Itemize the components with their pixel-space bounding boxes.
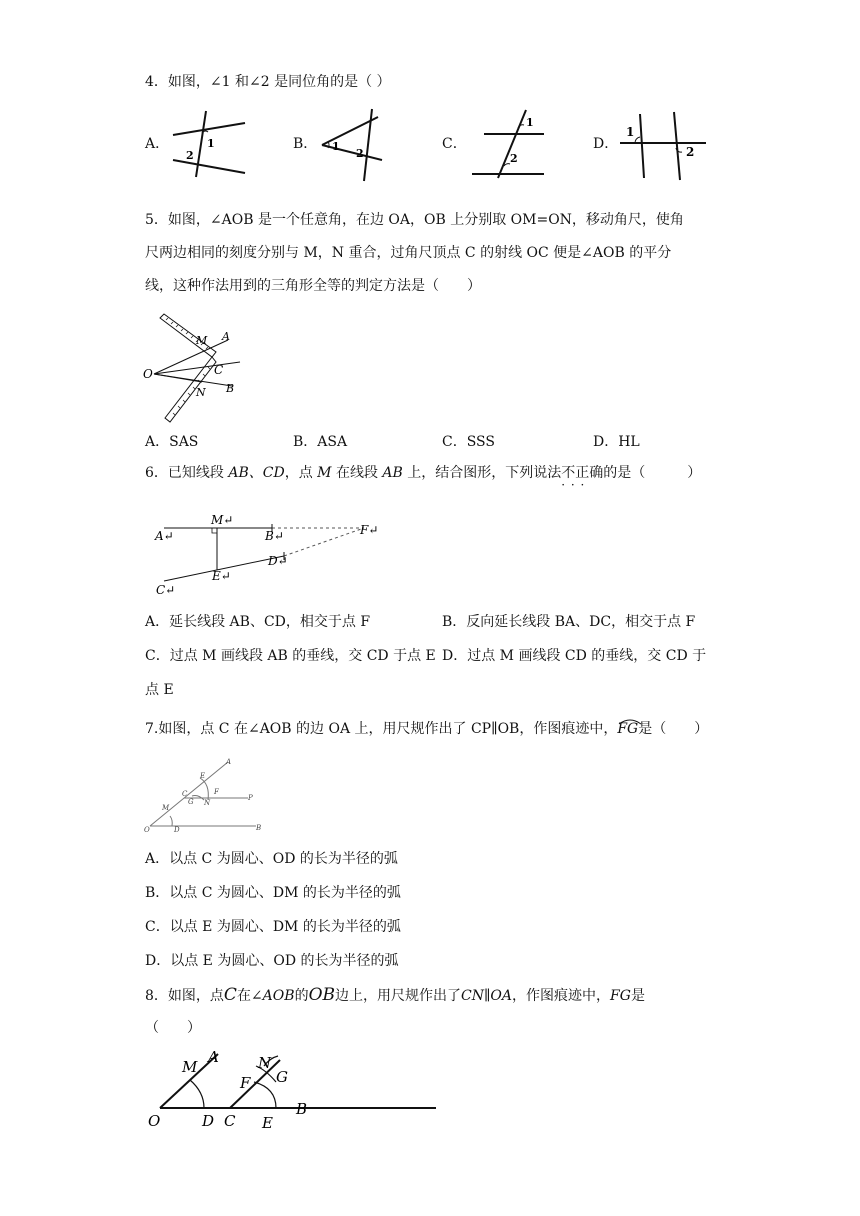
q5-label-M: M [196,334,208,347]
q4a-label-1: 1 [207,137,215,150]
q7-option-d: D．以点 E 为圆心、OD 的长为半径的弧 [145,953,399,969]
q4-figure-b [316,105,386,183]
q6-label-M: M↵ [211,513,234,527]
q8-label-M: M [182,1058,198,1076]
q8-label-D: D [202,1112,215,1130]
q4-figure-c [468,106,548,184]
q4a-label-2: 2 [186,149,194,162]
q7-label-A: A [226,758,232,766]
q6-label-E: E↵ [212,569,231,583]
q7-label-F: F [214,788,219,796]
q6-label-F: F↵ [360,523,379,537]
q7-figure [142,756,267,836]
q5-option-d: D．HL [593,434,640,450]
q4-stem: 4．如图，∠1 和∠2 是同位角的是（ ） [145,74,391,90]
q5-line-3: 线，这种作法用到的三角形全等的判定方法是（ ） [145,278,481,294]
q8-label-F: F [240,1074,251,1092]
q5-label-O: O [143,367,153,381]
q6-option-c: C．过点 M 画线段 AB 的垂线，交 CD 于点 E [145,648,436,664]
q7-label-E: E [200,772,206,780]
q5-figure [140,312,250,424]
q6-stem: 6．已知线段 AB、CD，点 M 在线段 AB 上，结合图形，下列说法不正确 · · ·的是（ ） [145,463,701,483]
q6-label-D: D↵ [268,554,288,568]
q8-label-B: B [296,1100,308,1118]
q6-option-d-cont: 点 E [145,682,174,698]
q7-option-a: A．以点 C 为圆心、OD 的长为半径的弧 [145,851,398,867]
q6-label-C: C↵ [156,583,176,597]
q4-option-c: C． [442,136,467,152]
q6-option-b: B．反向延长线段 BA、DC，相交于点 F [442,614,696,630]
q6-option-d: D．过点 M 画线段 CD 的垂线，交 CD 于 [442,648,707,664]
q5-option-b: B．ASA [293,434,348,450]
q8-paren: （ ） [145,1020,201,1036]
q7-label-O: O [144,826,150,834]
q4c-label-1: 1 [526,116,534,129]
q4d-label-1: 1 [626,125,635,139]
q7-label-N: N [204,799,211,807]
q7-label-B: B [256,824,262,832]
q4-option-a: A． [145,136,170,152]
q4-option-b: B． [293,136,318,152]
q4-figure-a [168,105,250,180]
q4-figure-d [618,108,708,180]
q7-stem: 7.如图，点 C 在∠AOB 的边 OA 上，用尺规作出了 CP∥OB，作图痕迹中， FG是（ ） [145,721,709,737]
q4c-label-2: 2 [510,152,518,165]
q8-label-O: O [148,1112,161,1130]
q8-label-E: E [262,1114,273,1132]
q8-figure [146,1048,316,1130]
q4d-label-2: 2 [686,145,695,159]
q6-emphasis: 不正确 · · · [561,465,603,481]
q8-label-A: A [208,1048,219,1066]
q7-label-C: C [182,790,188,798]
q5-line-2: 尺两边相同的刻度分别与 M，N 重合，过角尺顶点 C 的射线 OC 便是∠AOB 的平分 [145,245,672,261]
q8-label-N: N [258,1054,272,1072]
q5-option-a: A．SAS [145,434,199,450]
q6-label-B: B↵ [265,529,284,543]
q8-stem: 8．如图，点C在∠AOB的OB边上，用尺规作出了CN∥OA，作图痕迹中，FG是 [145,985,645,1005]
q7-label-P: P [248,794,253,802]
q5-line-1: 5．如图，∠AOB 是一个任意角，在边 OA，OB 上分别取 OM=ON，移动角尺，使角 [145,212,684,228]
q4b-label-1: 1 [332,140,340,153]
q8-label-G: G [276,1068,288,1086]
q6-figure [150,508,390,600]
q7-label-G: G [188,798,194,806]
q6-label-A: A↵ [155,529,174,543]
q7-arc-fg: FG [617,721,638,737]
q5-option-c: C．SSS [442,434,495,450]
q7-label-M: M [162,804,170,812]
q4-option-d: D． [593,136,619,152]
q5-label-B: B [226,382,235,395]
q5-label-C: C [214,363,224,377]
q6-option-a: A．延长线段 AB、CD，相交于点 F [145,614,371,630]
q7-option-c: C．以点 E 为圆心、DM 的长为半径的弧 [145,919,401,935]
q8-label-C: C [224,1112,236,1130]
q5-label-N: N [196,386,206,399]
q4b-label-2: 2 [356,147,364,160]
q7-label-D: D [174,826,180,834]
q5-label-A: A [222,330,230,343]
q7-option-b: B．以点 C 为圆心、DM 的长为半径的弧 [145,885,401,901]
